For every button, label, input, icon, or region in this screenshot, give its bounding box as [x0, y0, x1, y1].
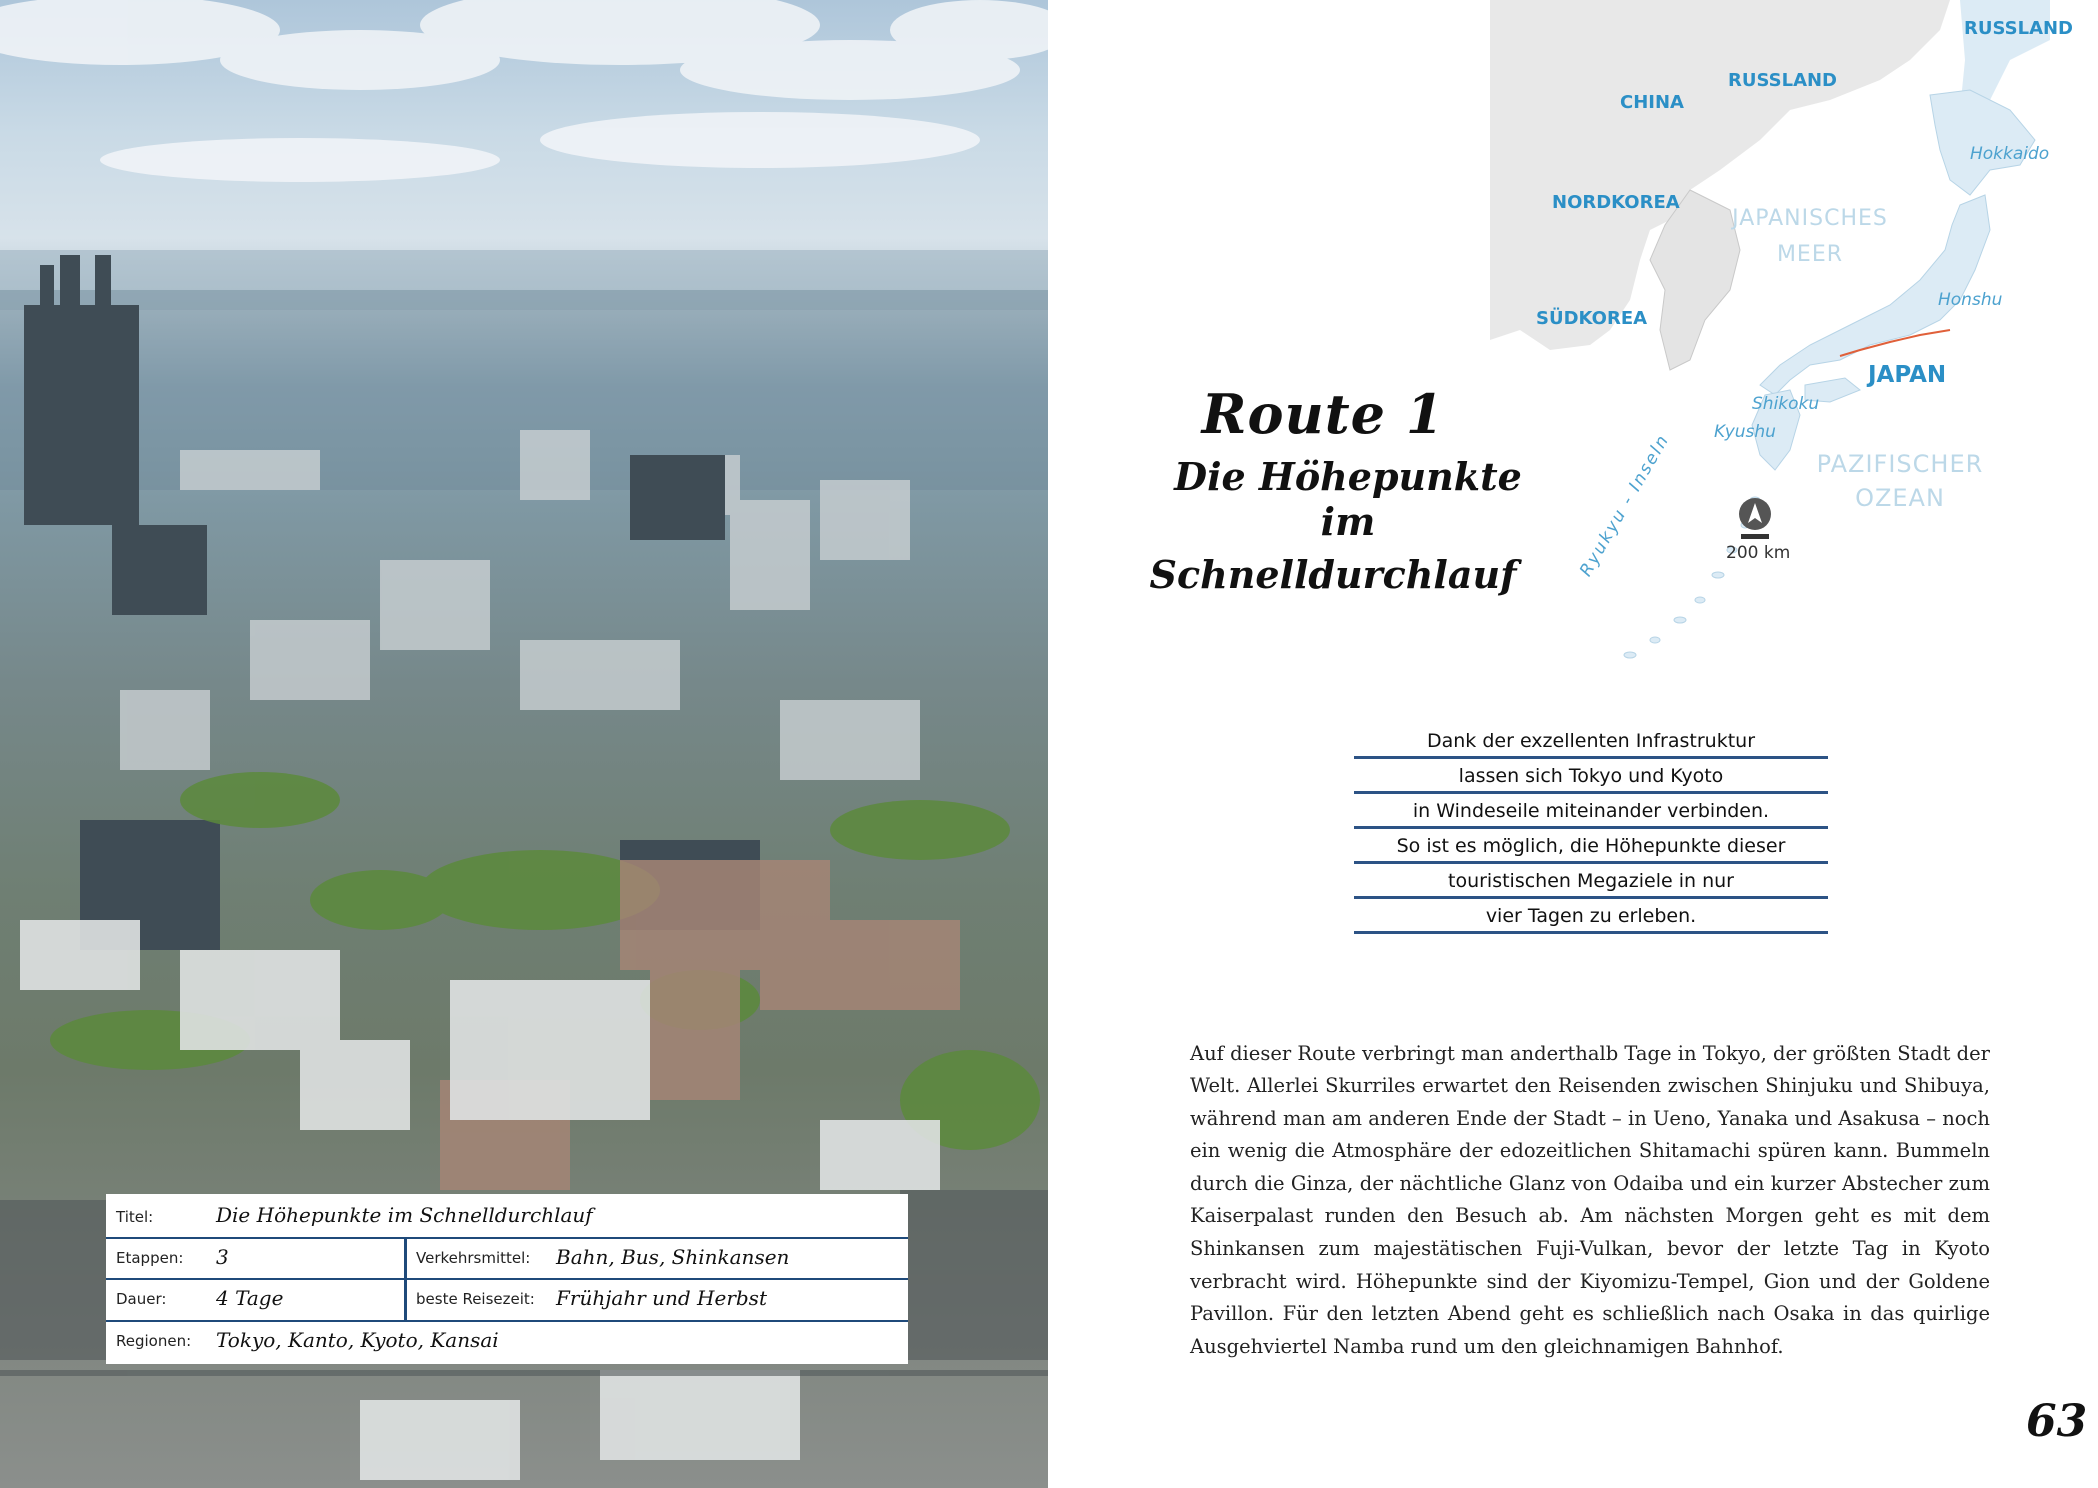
duration-value: 4 Tage: [216, 1286, 284, 1310]
label-japan-sea-2: MEER: [1776, 242, 1844, 267]
transport-value: Bahn, Bus, Shinkansen: [556, 1245, 790, 1269]
stages-value: 3: [216, 1245, 229, 1269]
quote-line: lassen sich Tokyo und Kyoto: [1354, 761, 1828, 794]
label-china: CHINA: [1620, 92, 1684, 113]
label-pacific-2: OZEAN: [1855, 484, 1945, 512]
quote-line: vier Tagen zu erleben.: [1354, 901, 1828, 934]
duration-label: Dauer:: [116, 1290, 167, 1308]
table-divider: [404, 1237, 407, 1320]
info-row-stages: [106, 1237, 908, 1280]
info-row-title: [106, 1194, 908, 1239]
label-shikoku: Shikoku: [1752, 394, 1820, 414]
label-hokkaido: Hokkaido: [1970, 144, 2050, 164]
season-label: beste Reisezeit:: [416, 1290, 535, 1308]
transport-label: Verkehrsmittel:: [416, 1249, 531, 1267]
label-ryukyu: Ryukyu - Inseln: [1576, 430, 1674, 580]
label-kyushu: Kyushu: [1714, 422, 1776, 442]
compass-icon: [1739, 498, 1771, 539]
label-pacific-1: PAZIFISCHER: [1816, 450, 1984, 478]
label-japan: JAPAN: [1868, 362, 1947, 388]
east-asia-map: [1490, 0, 2098, 680]
map-shapes: [1490, 0, 2098, 680]
quote-line: in Windeseile miteinander verbinden.: [1354, 796, 1828, 829]
label-honshu: Honshu: [1938, 290, 2003, 310]
route-title-line-3: Schnelldurchlauf: [1149, 552, 1517, 597]
label-russland: RUSSLAND: [1728, 70, 1838, 91]
title-label: Titel:: [116, 1208, 154, 1226]
route-title-line-1: Route 1: [1201, 382, 1445, 446]
stages-label: Etappen:: [116, 1249, 184, 1267]
route-title: [1149, 382, 1528, 597]
body-paragraph: Auf dieser Route verbringt man anderthalb Tage in Tokyo, der größten Stadt der Welt. Allerlei Skurriles erwartet den Reisenden zwischen Shinjuku und Shibuya, während man am anderen Ende der Stadt – in Ueno, Yanaka und Asakusa – noch ein wenig die Atmosphäre der edozeitlichen Shitamachi spüren kann. Bummeln durch die Ginza, der nächtliche Glanz von Odaiba und ein kurzer Abstecher zum Kaiserpalast runden den Besuch ab. Am nächsten Morgen geht es mit dem Shinkansen zum majestätischen Fuji-Vulkan, bevor der letzte Tag in Kyoto verbracht wird. Höhepunkte sind der Kiyomizu-Tempel, Gion und der Goldene Pavillon. Für den letzten Abend geht es schließlich nach Osaka in das quirlige Ausgehviertel Namba rund um den gleichnamigen Bahnhof.: [1190, 1041, 1990, 1358]
info-row-regions: [106, 1320, 908, 1362]
quote-line: touristischen Megaziele in nur: [1354, 866, 1828, 899]
season-value: Frühjahr und Herbst: [556, 1286, 767, 1310]
page-number: 63: [2026, 1396, 2088, 1447]
route-info-table: [106, 1194, 908, 1364]
regions-value: Tokyo, Kanto, Kyoto, Kansai: [216, 1328, 499, 1352]
route-title-line-2: Die Höhepunkte im: [1174, 454, 1522, 544]
title-value: Die Höhepunkte im Schnelldurchlauf: [216, 1203, 593, 1227]
label-suedkorea: SÜDKOREA: [1536, 308, 1648, 329]
regions-label: Regionen:: [116, 1332, 192, 1350]
scale-label: 200 km: [1726, 543, 1791, 563]
tokyo-cityscape-photo: [0, 0, 1048, 1488]
label-japan-sea-1: JAPANISCHES: [1732, 206, 1888, 231]
quote-line: So ist es möglich, die Höhepunkte dieser: [1354, 831, 1828, 864]
info-row-duration: [106, 1278, 908, 1322]
label-nordkorea: NORDKOREA: [1552, 192, 1680, 213]
intro-quote: [1354, 726, 1828, 936]
quote-line: Dank der exzellenten Infrastruktur: [1354, 726, 1828, 759]
label-russland-east: RUSSLAND: [1964, 18, 2074, 39]
